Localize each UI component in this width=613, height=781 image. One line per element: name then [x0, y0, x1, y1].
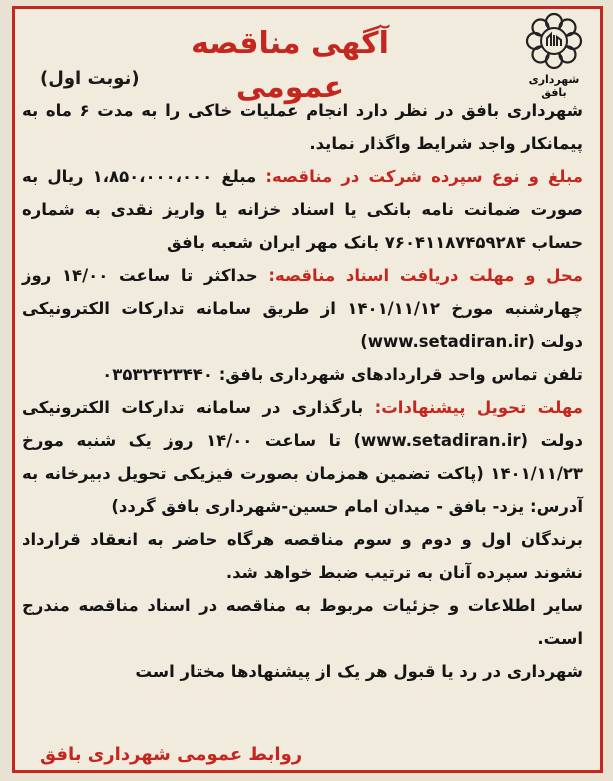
docs-url: (www.setadiran.ir) — [360, 332, 535, 351]
intro-text: شهرداری بافق در نظر دارد انجام عملیات خاکی را به مدت ۶ ماه به پیمانکار واجد شرایط واگذار نماید. — [22, 101, 583, 153]
docs-label: محل و مهلت دریافت اسناد مناقصه: — [268, 266, 583, 285]
logo-caption: شهرداری بافق — [528, 73, 580, 99]
deadline-paragraph — [22, 391, 583, 523]
deadline-url: (www.setadiran.ir) — [353, 431, 529, 450]
ad-title: آگهی مناقصه عمومی — [191, 26, 389, 105]
winners-paragraph — [22, 523, 583, 589]
intro-paragraph — [22, 94, 583, 160]
phone-text: تلفن تماس واحد قراردادهای شهرداری بافق: ۰۳۵۳۲۴۲۳۴۴۰ — [102, 365, 583, 384]
ad-body — [22, 94, 583, 688]
deadline-label: مهلت تحویل پیشنهادات: — [374, 398, 583, 417]
rights-paragraph — [22, 655, 583, 688]
docs-text: حداکثر تا ساعت ۱۴/۰۰ روز چهارشنبه مورخ ۱۴۰۱/۱۱/۱۲ از طریق سامانه تدارکات الکترونیکی دولت — [22, 266, 583, 351]
other-info-paragraph — [22, 589, 583, 655]
deposit-text: مبلغ ۱،۸۵۰،۰۰۰،۰۰۰ ریال به صورت ضمانت نامه بانکی یا اسناد خزانه یا واریز نقدی به شماره حساب ۷۶۰۴۱۱۸۷۴۵۹۲۸۴ بانک مهر ایران شعبه بافق — [22, 167, 583, 252]
deposit-paragraph — [22, 160, 583, 259]
ad-subtitle: (نوبت اول) — [40, 68, 140, 89]
municipality-logo — [517, 10, 591, 99]
deadline-text-1: بارگذاری در سامانه تدارکات الکترونیکی دولت — [22, 398, 583, 450]
rights-text: شهرداری در رد یا قبول هر یک از پیشنهادها مختار است — [135, 662, 583, 681]
municipality-emblem-icon — [523, 10, 585, 72]
winners-text: برندگان اول و دوم و سوم مناقصه هرگاه حاضر به انعقاد قرارداد نشوند سپرده آنان به ترتیب ضبط خواهد شد. — [22, 530, 583, 582]
deadline-text-2: تا ساعت ۱۴/۰۰ روز یک شنبه مورخ ۱۴۰۱/۱۱/۲۳ (پاکت تضمین همزمان بصورت فیزیکی تحویل دبیرخانه به آدرس: یزد- بافق - میدان امام حسین-شهرداری بافق گردد) — [22, 431, 583, 516]
deposit-label: مبلغ و نوع سپرده شرکت در مناقصه: — [265, 167, 583, 186]
docs-paragraph — [22, 259, 583, 358]
other-info-text: سایر اطلاعات و جزئیات مربوط به مناقصه در اسناد مناقصه مندرج است. — [22, 596, 583, 648]
phone-paragraph — [22, 358, 583, 391]
ad-footer: روابط عمومی شهرداری بافق — [40, 744, 303, 765]
